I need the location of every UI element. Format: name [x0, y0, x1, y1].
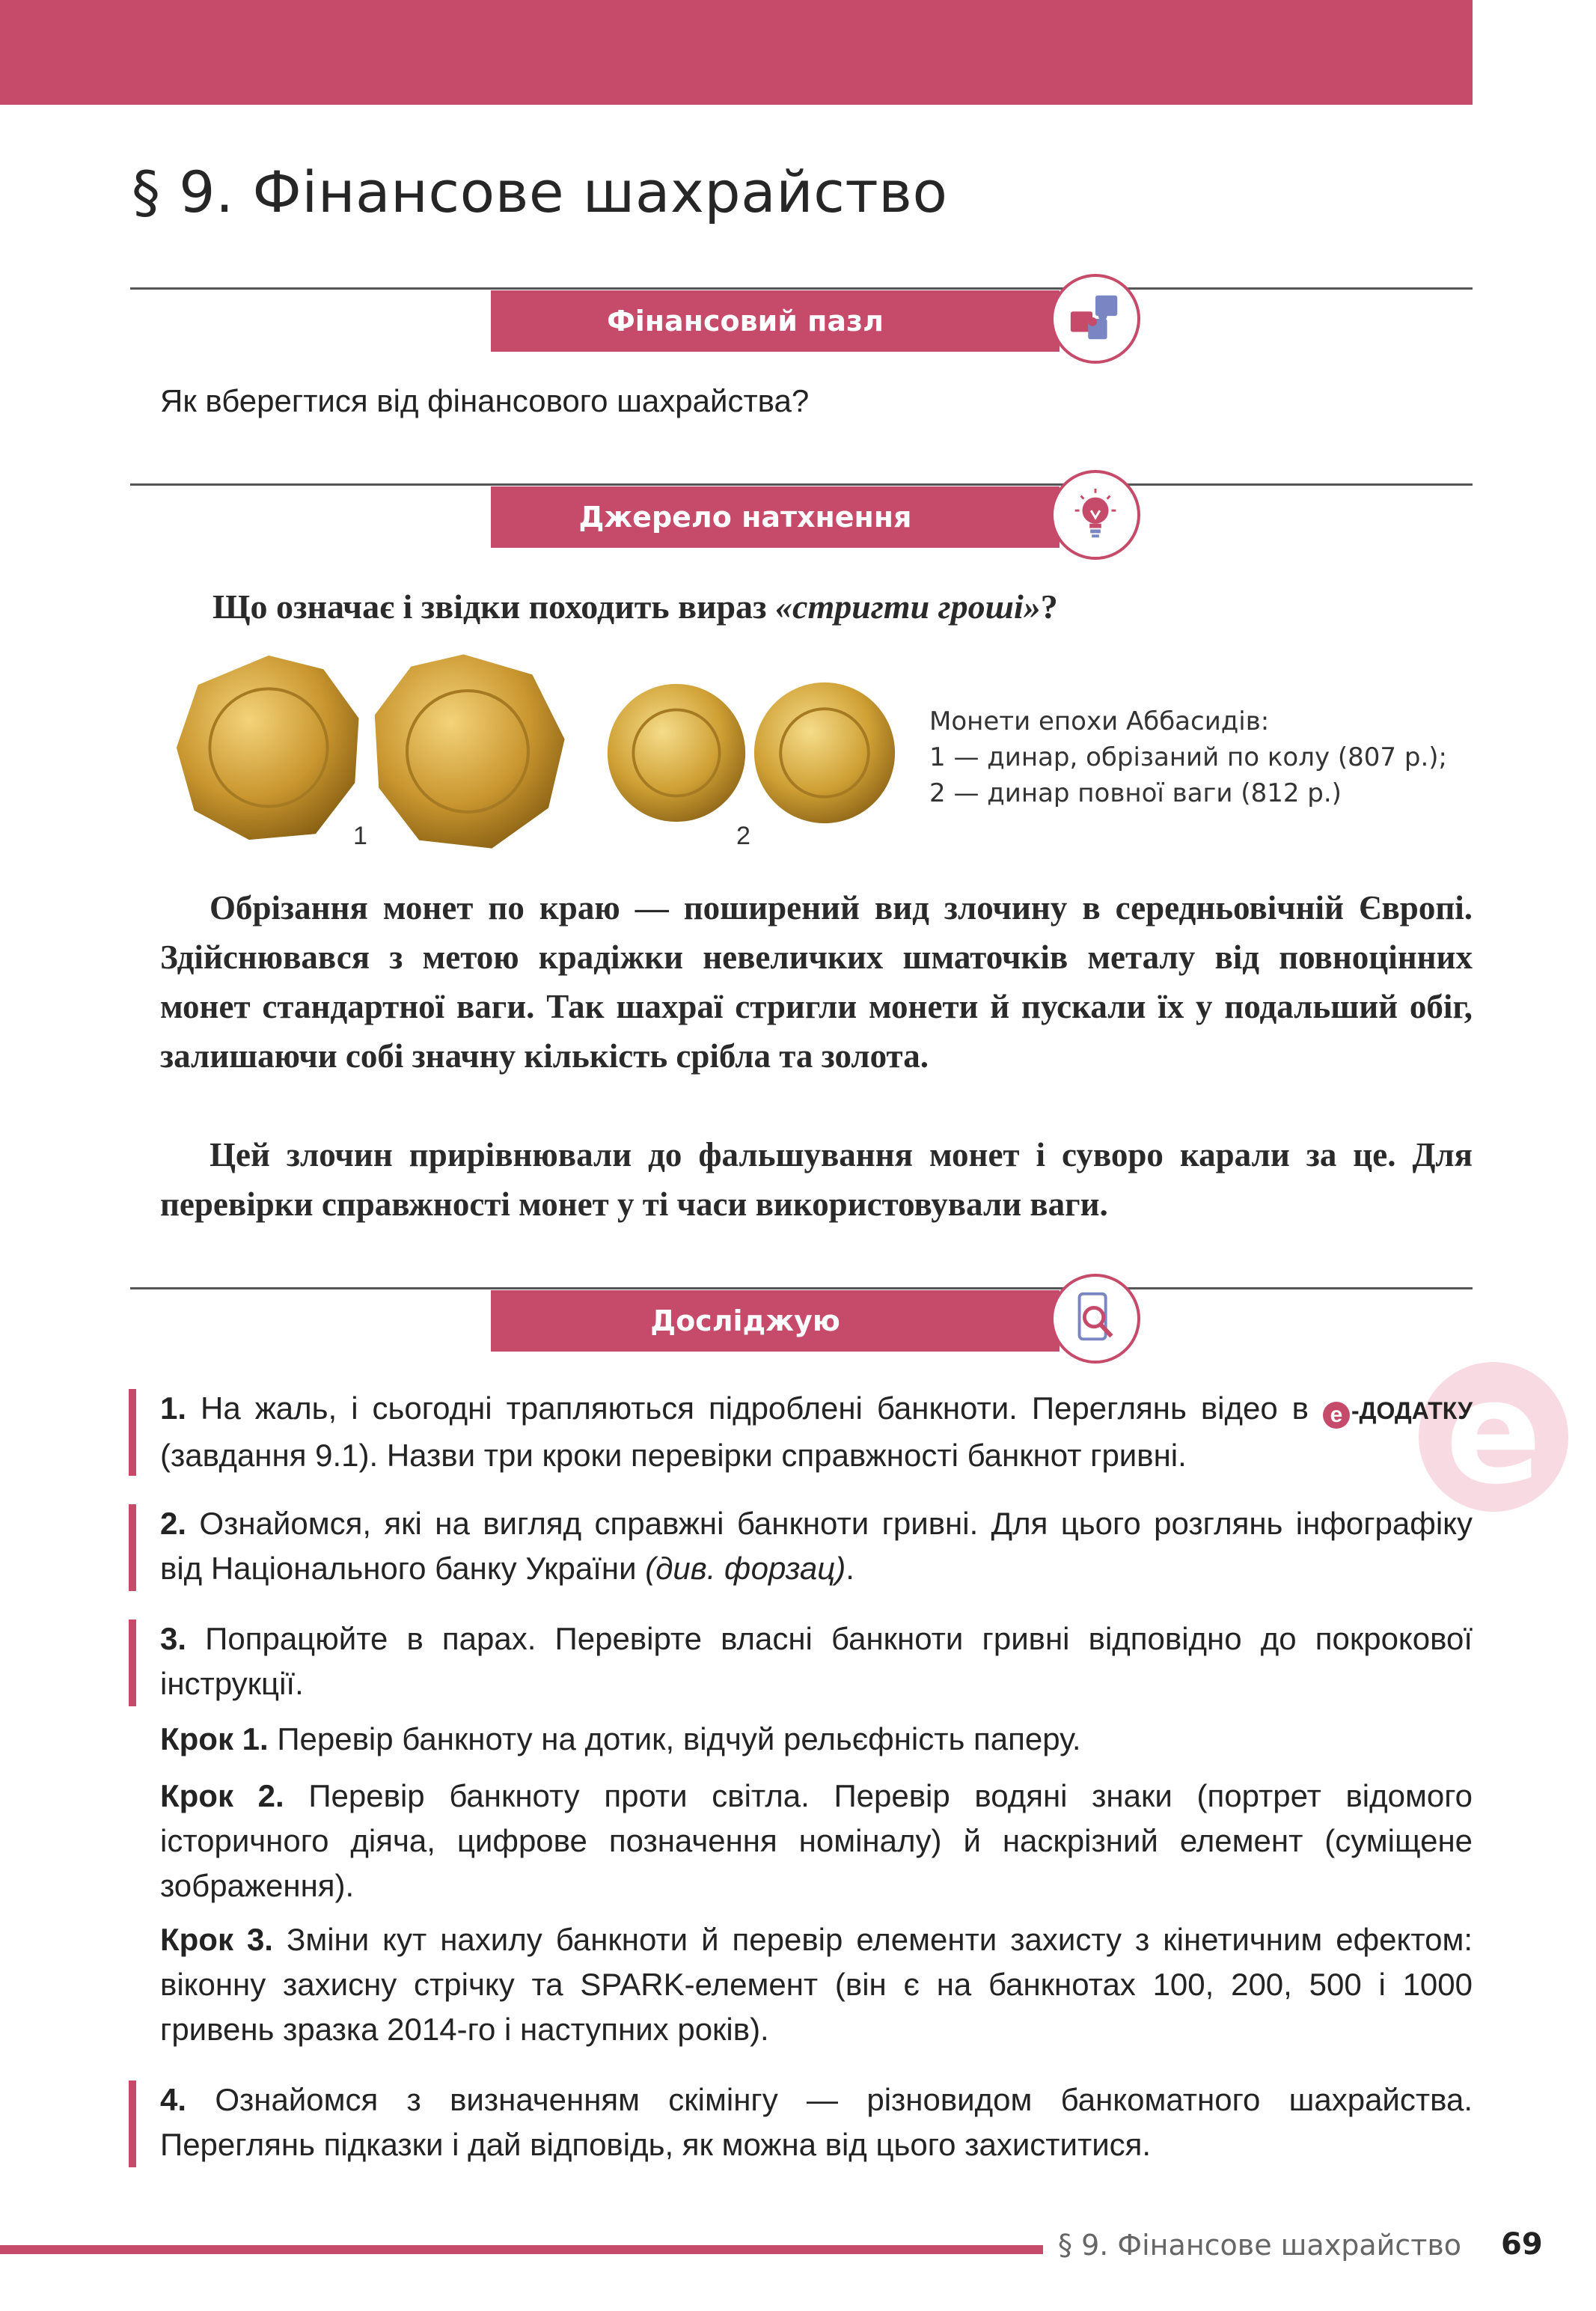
clipped-coin-reverse [367, 647, 569, 856]
inspiration-question [213, 587, 1058, 626]
task-marker-bar [129, 1504, 136, 1591]
footer-running-title: § 9. Фінансове шахрайство [1058, 2229, 1461, 2262]
e-addon-link[interactable]: -ДОДАТКУ [1351, 1397, 1473, 1424]
story-paragraph: Цей злочин прирівнювали до фальшування монет і суворо карали за це. Для перевірки справжності монет у ті часи використовували ваги. [160, 1136, 1473, 1223]
section-label-research: Досліджую [491, 1290, 1060, 1352]
page-number: 69 [1501, 2227, 1543, 2262]
section-rule [130, 287, 1473, 290]
task-marker-bar [129, 2080, 136, 2167]
top-color-band [0, 0, 1473, 105]
section-rule [130, 483, 1473, 486]
caption-line: Монети епохи Аббасидів: [929, 706, 1270, 736]
full-weight-coin-reverse [751, 680, 898, 826]
footer-rule [0, 2245, 1043, 2254]
puzzle-icon [1051, 274, 1140, 364]
coin-label-2: 2 [736, 822, 750, 850]
question-mark: ? [1040, 587, 1058, 626]
task-1-text: 1. На жаль, і сьогодні трапляються підроблені банкноти. Переглянь відео в е -ДОДАТКУ (завдання 9.1). Назви три кроки перевірки справжності банкнот гривні. [160, 1390, 1473, 1473]
task-4-text: 4. Ознайомся з визначенням скімінгу — різновидом банкоматного шахрайства. Переглянь підказки і дай відповідь, як можна від цього захиститися. [160, 2082, 1473, 2162]
coin-caption [929, 703, 1447, 811]
step-2: Крок 2. Перевір банкноту проти світла. Перевір водяні знаки (портрет відомого історичного діяча, цифрове позначення номіналу) й наскрізний елемент (суміщене зображення). [160, 1778, 1473, 1903]
section-label-inspiration: Джерело натхнення [491, 486, 1060, 548]
full-weight-coin-obverse [605, 680, 748, 826]
task-marker-bar [129, 1619, 136, 1706]
e-addon-watermark: е [1419, 1362, 1568, 1512]
section-rule [130, 1287, 1473, 1289]
magnifier-phone-icon [1051, 1274, 1140, 1364]
puzzle-question: Як вберегтися від фінансового шахрайства? [160, 383, 810, 418]
question-text: Що означає і звідки походить вираз [213, 587, 776, 626]
task-marker-bar [129, 1389, 136, 1476]
question-phrase: «стригти гроші» [775, 587, 1041, 626]
caption-line: 2 — динар повної ваги (812 р.) [929, 778, 1342, 808]
section-label-puzzle: Фінансовий пазл [491, 290, 1060, 352]
lightbulb-icon [1051, 470, 1140, 560]
step-3: Крок 3. Зміни кут нахилу банкноти й перевір елементи захисту з кінетичним ефектом: віконну захисну стрічку та SPARK-елемент (він є на банкнотах 100, 200, 500 і 1000 гривень зразка 2014-го і наступних років). [160, 1922, 1473, 2047]
clipped-coin-obverse [165, 650, 373, 846]
step-1: Крок 1. Перевір банкноту на дотик, відчуй рельєфність паперу. [160, 1721, 1081, 1756]
task-3-text: 3. Попрацюйте в парах. Перевірте власні банкноти гривні відповідно до покрокової інструкції. [160, 1621, 1473, 1701]
page-title: § 9. Фінансове шахрайство [132, 159, 948, 225]
task-2-text: 2. Ознайомся, які на вигляд справжні банкноти гривні. Для цього розглянь інфографіку від Національного банку України (див. форзац). [160, 1506, 1473, 1586]
e-addon-icon[interactable]: е [1323, 1402, 1350, 1429]
coin-label-1: 1 [353, 822, 367, 850]
story-paragraph: Обрізання монет по краю — поширений вид злочину в середньовічній Європі. Здійснювався з метою крадіжки невеличких шматочків металу від повноцінних монет стандартної ваги. Так шахраї стригли монети й пускали їх у подальший обіг, залишаючи собі значну кількість срібла та золота. [160, 889, 1473, 1075]
caption-line: 1 — динар, обрізаний по колу (807 р.); [929, 742, 1447, 772]
